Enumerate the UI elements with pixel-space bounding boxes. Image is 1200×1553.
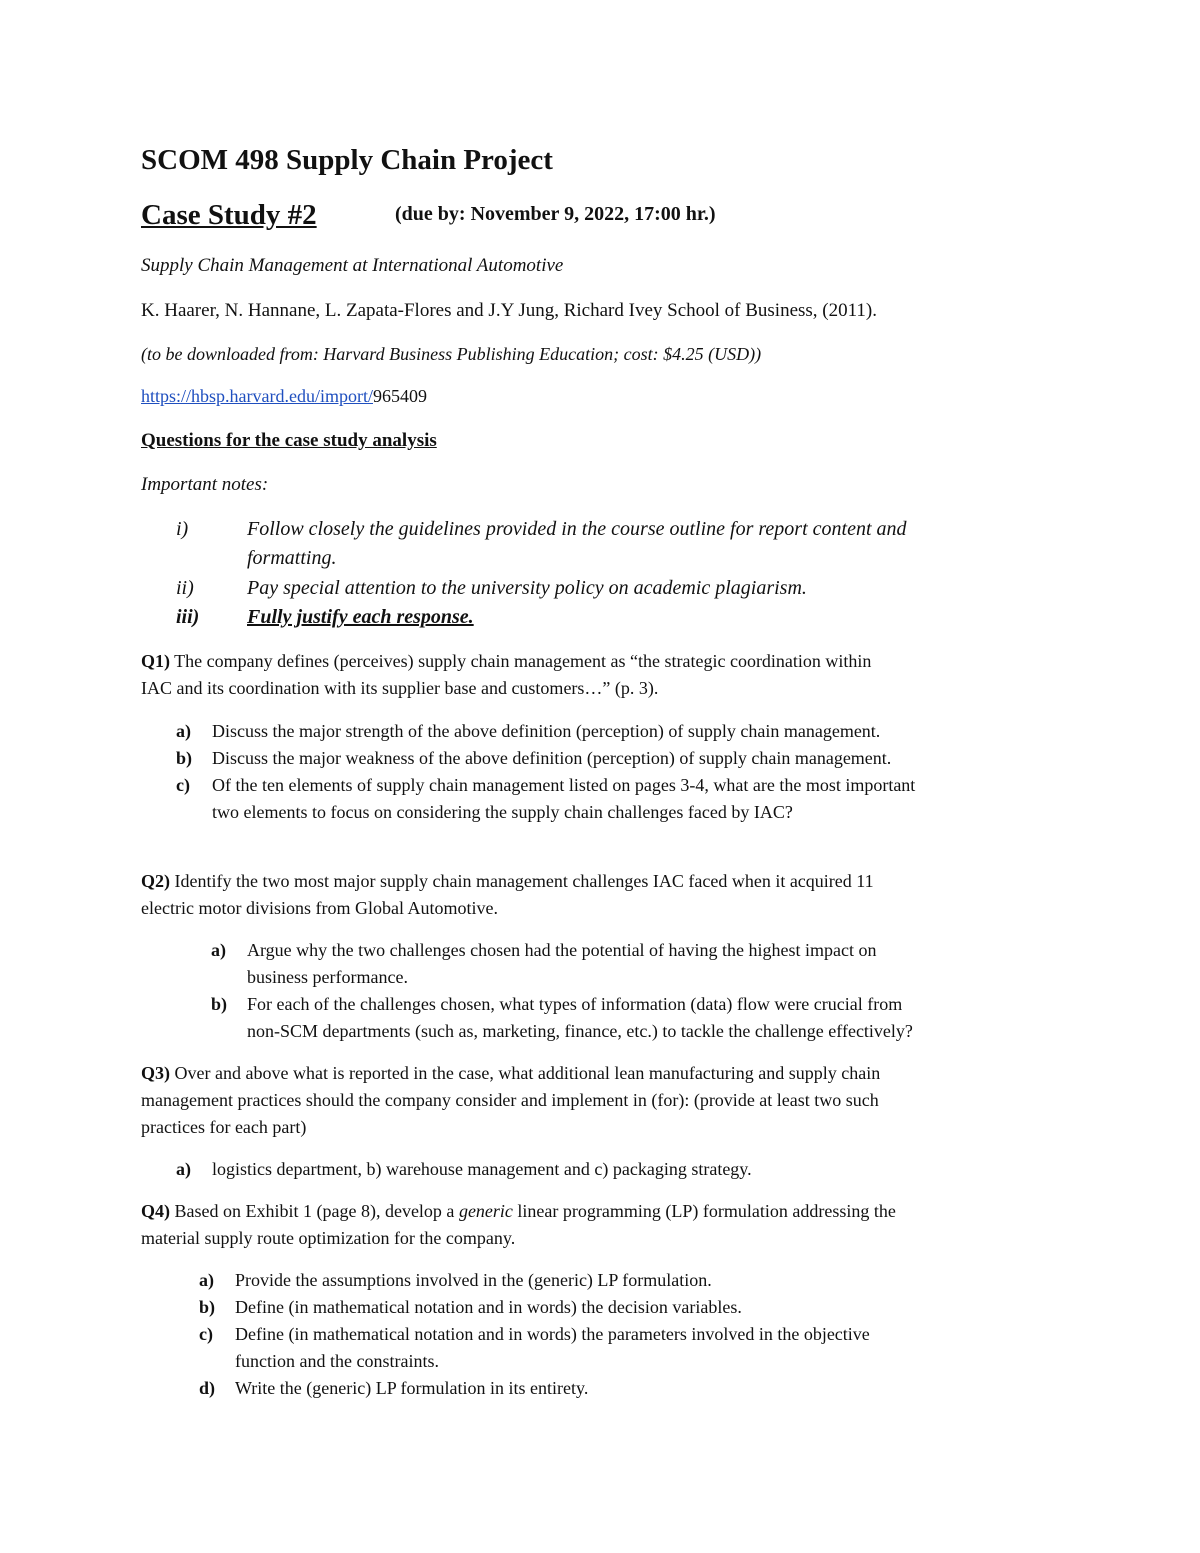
item-line: business performance. xyxy=(247,967,408,987)
question-label: Q2) xyxy=(141,871,170,891)
notes-heading: Important notes: xyxy=(141,474,269,495)
question-text: Identify the two most major supply chain management challenges IAC faced when it acquired 11 xyxy=(170,871,874,891)
question-4 xyxy=(141,1198,896,1252)
question-3 xyxy=(141,1060,880,1141)
item-text: logistics department, b) warehouse management and c) packaging strategy. xyxy=(212,1159,752,1179)
note-line: Follow closely the guidelines provided in the course outline for report content and xyxy=(247,518,907,540)
item-line: Define (in mathematical notation and in words) the parameters involved in the objective xyxy=(235,1324,870,1344)
question-label: Q3) xyxy=(141,1063,170,1083)
case-link-suffix: 965409 xyxy=(372,386,427,406)
question-text: The company defines (perceives) supply chain management as “the strategic coordination within xyxy=(170,651,872,671)
item-label: b) xyxy=(176,748,193,768)
item-label: b) xyxy=(199,1297,216,1317)
note-item xyxy=(247,515,1059,573)
item-text xyxy=(247,991,913,1045)
download-note: (to be downloaded from: Harvard Business Publishing Education; cost: $4.25 (USD)) xyxy=(141,344,762,364)
case-authors: K. Haarer, N. Hannane, L. Zapata-Flores and J.Y Jung, Richard Ivey School of Business, (2011). xyxy=(141,300,878,321)
question-text: IAC and its coordination with its supplier base and customers…” (p. 3). xyxy=(141,678,659,698)
question-text: electric motor divisions from Global Automotive. xyxy=(141,898,498,918)
note-number: i) xyxy=(176,518,189,540)
note-line: formatting. xyxy=(247,547,337,569)
item-text: Write the (generic) LP formulation in its entirety. xyxy=(235,1378,589,1398)
item-line: Of the ten elements of supply chain management listed on pages 3-4, what are the most important xyxy=(212,775,916,795)
questions-heading: Questions for the case study analysis xyxy=(141,430,437,451)
case-study-label: Case Study #2 xyxy=(141,199,317,231)
question-text: material supply route optimization for the company. xyxy=(141,1228,516,1248)
item-text: Define (in mathematical notation and in words) the decision variables. xyxy=(235,1297,742,1317)
question-text: Based on Exhibit 1 (page 8), develop a xyxy=(170,1201,459,1221)
note-item: Fully justify each response. xyxy=(247,606,474,628)
item-label: a) xyxy=(211,940,226,960)
item-line: non-SCM departments (such as, marketing, finance, etc.) to tackle the challenge effectively? xyxy=(247,1021,913,1041)
item-text xyxy=(212,772,915,826)
note-number: ii) xyxy=(176,577,194,599)
question-emphasis: generic xyxy=(458,1201,513,1221)
document-title: SCOM 498 Supply Chain Project xyxy=(141,144,553,176)
note-item: Pay special attention to the university policy on academic plagiarism. xyxy=(247,577,807,599)
item-label: a) xyxy=(176,1159,191,1179)
question-text: practices for each part) xyxy=(141,1117,307,1137)
item-text xyxy=(247,937,877,991)
question-2 xyxy=(141,868,874,922)
question-1 xyxy=(141,648,871,702)
item-label: a) xyxy=(176,721,191,741)
item-line: For each of the challenges chosen, what types of information (data) flow were crucial from xyxy=(247,994,903,1014)
question-label: Q4) xyxy=(141,1201,170,1221)
item-label: b) xyxy=(211,994,228,1014)
note-number: iii) xyxy=(176,606,200,628)
case-name: Supply Chain Management at International Automotive xyxy=(141,255,564,276)
item-text: Provide the assumptions involved in the (generic) LP formulation. xyxy=(235,1270,712,1290)
item-label: a) xyxy=(199,1270,214,1290)
case-link[interactable]: https://hbsp.harvard.edu/import/ xyxy=(141,386,373,406)
item-line: function and the constraints. xyxy=(235,1351,439,1371)
item-text: Discuss the major strength of the above definition (perception) of supply chain management. xyxy=(212,721,881,741)
question-label: Q1) xyxy=(141,651,170,671)
item-label: c) xyxy=(199,1324,213,1344)
question-text: management practices should the company consider and implement in (for): (provide at least two such xyxy=(141,1090,879,1110)
item-text: Discuss the major weakness of the above definition (perception) of supply chain management. xyxy=(212,748,892,768)
question-text: Over and above what is reported in the case, what additional lean manufacturing and supply chain xyxy=(170,1063,881,1083)
item-line: Argue why the two challenges chosen had the potential of having the highest impact on xyxy=(247,940,877,960)
case-link-row xyxy=(141,383,427,410)
item-text xyxy=(235,1321,870,1375)
item-line: two elements to focus on considering the supply chain challenges faced by IAC? xyxy=(212,802,793,822)
item-label: d) xyxy=(199,1378,216,1398)
question-text: linear programming (LP) formulation addressing the xyxy=(512,1201,896,1221)
due-date: (due by: November 9, 2022, 17:00 hr.) xyxy=(395,203,716,225)
item-label: c) xyxy=(176,775,190,795)
